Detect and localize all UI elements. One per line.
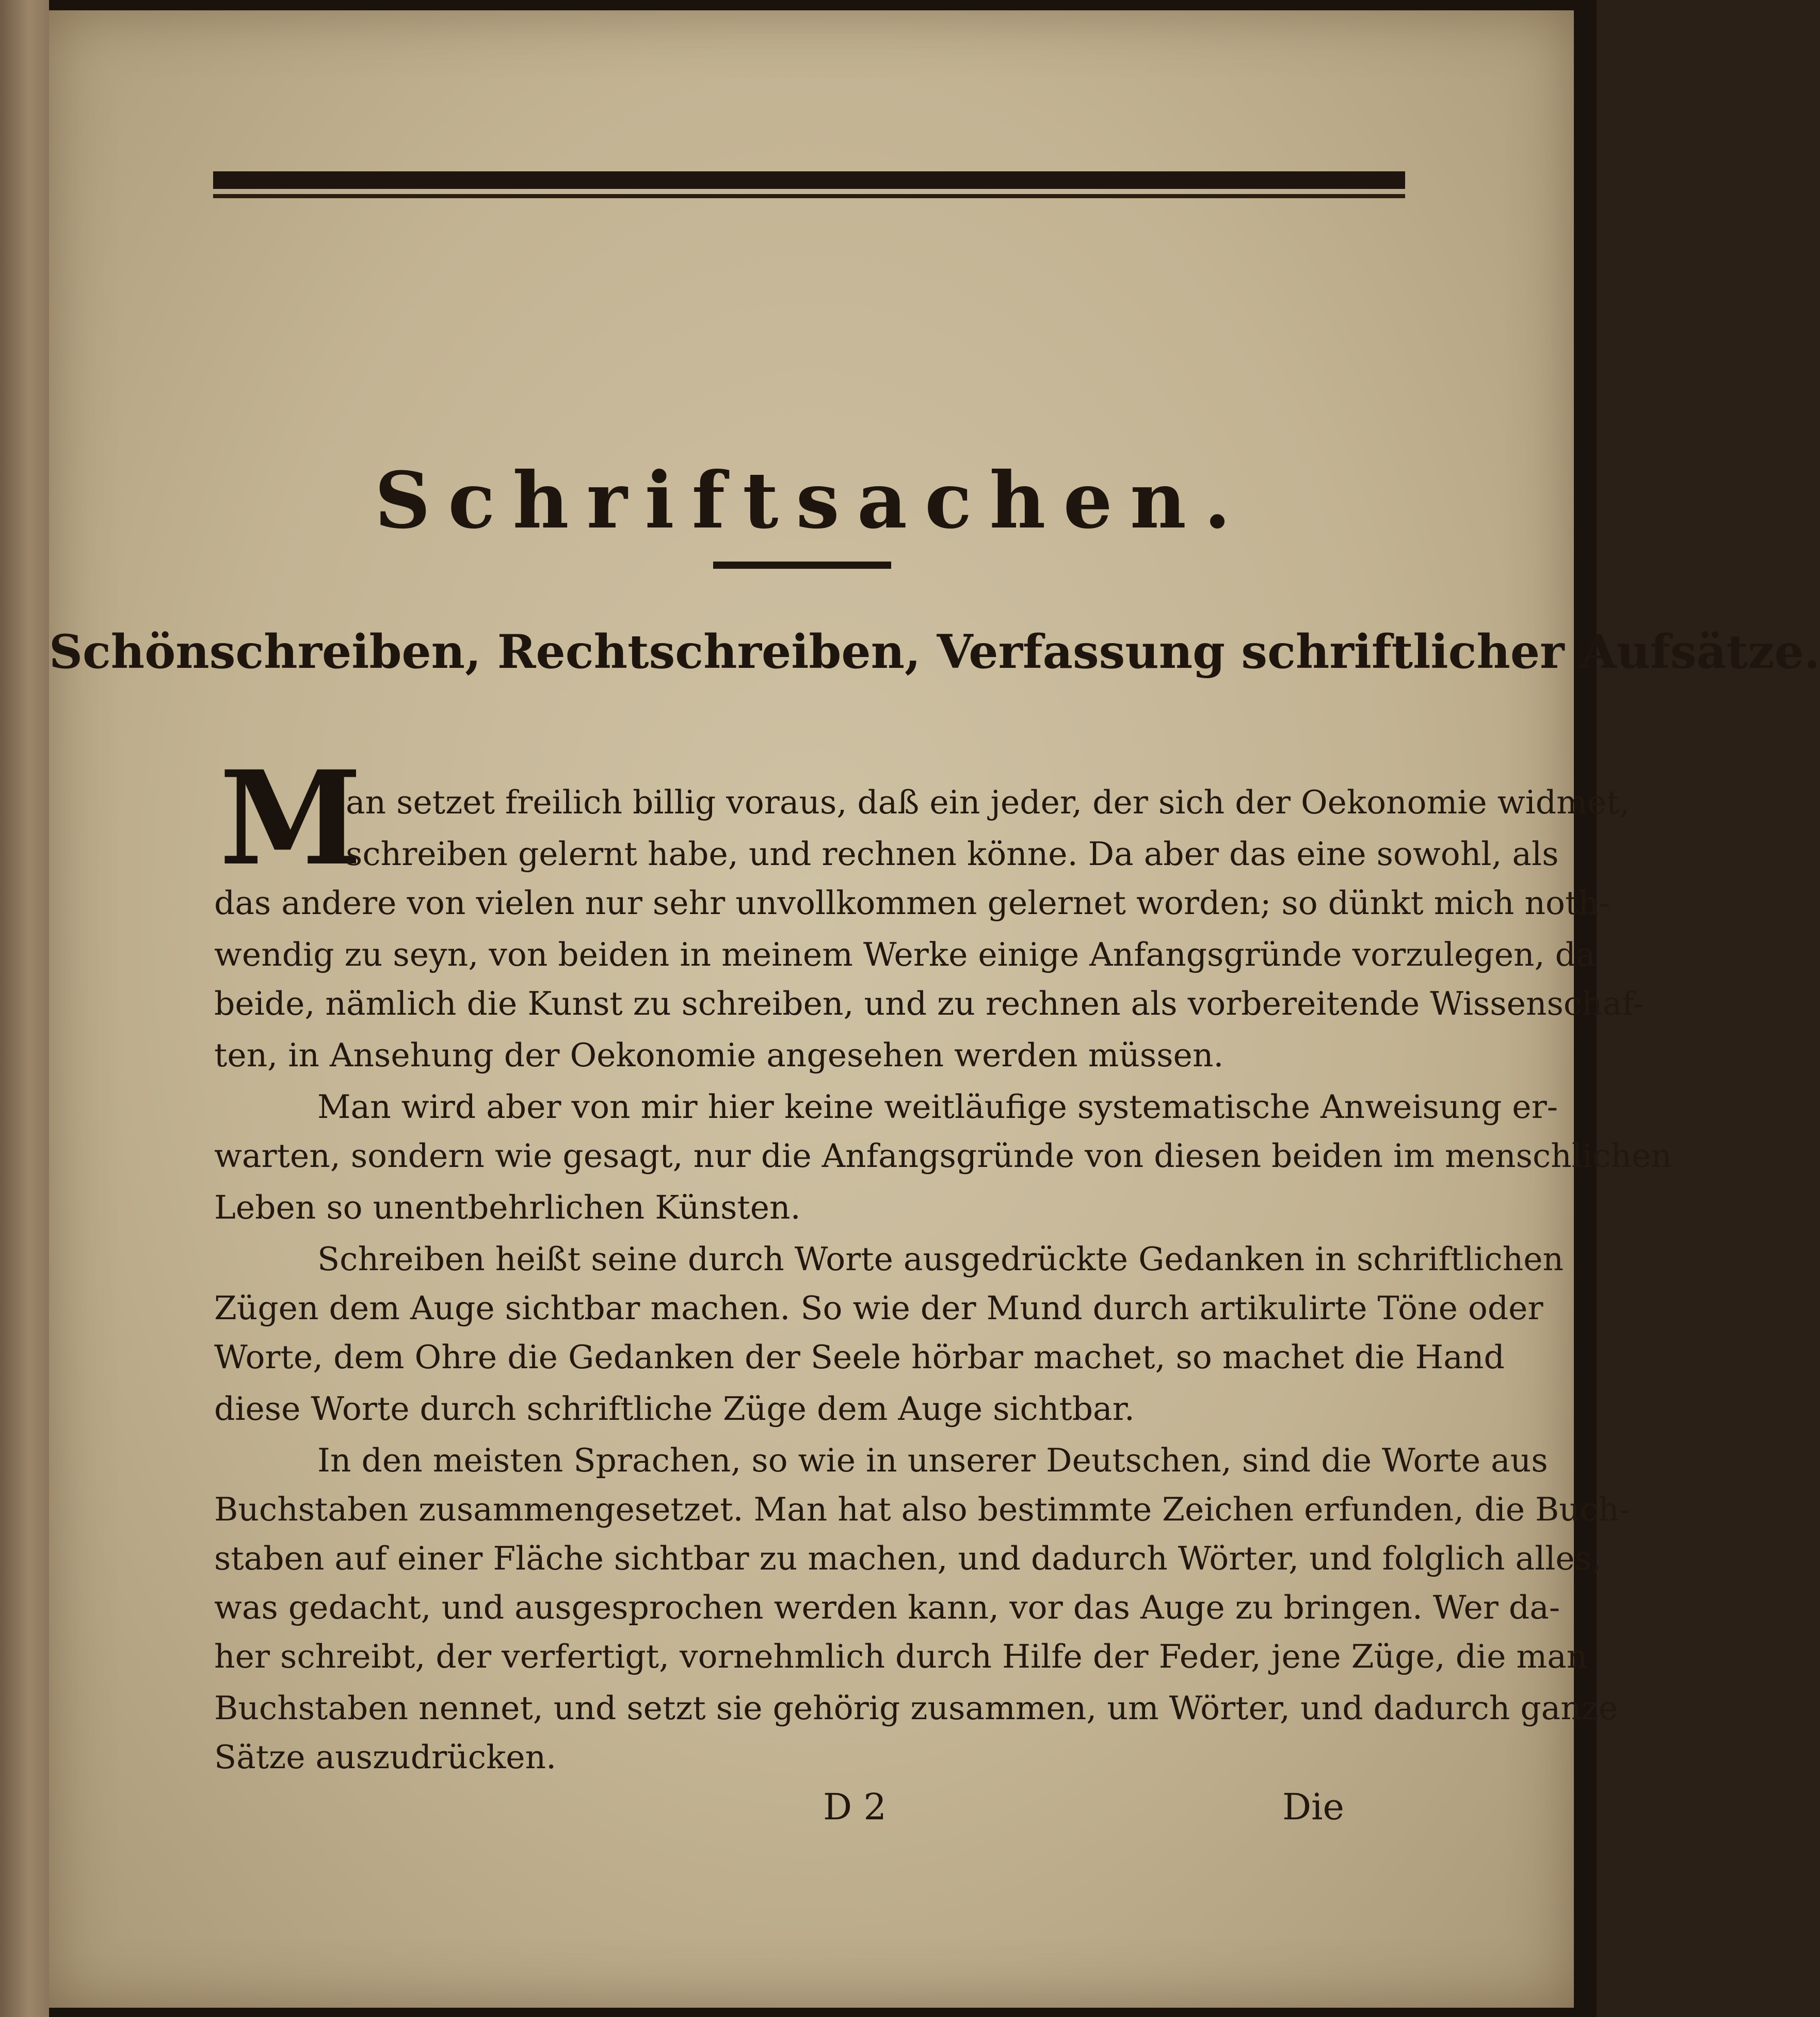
text-line: schreiben gelernt habe, und rechnen könne. Da aber das eine sowohl, als: [346, 835, 1559, 873]
text-line: ten, in Ansehung der Oekonomie angesehen werden müssen.: [214, 1036, 1224, 1074]
text-line: Leben so unentbehrlichen Künsten.: [214, 1189, 801, 1226]
title-underline: [713, 562, 891, 569]
signature-mark: D 2: [823, 1786, 887, 1828]
text-line: diese Worte durch schriftliche Züge dem Auge sichtbar.: [214, 1390, 1135, 1428]
text-line: wendig zu seyn, von beiden in meinem Werke einige Anfangsgründe vorzulegen, da: [214, 936, 1596, 973]
text-line: was gedacht, und ausgesprochen werden kann, vor das Auge zu bringen. Wer da-: [214, 1589, 1560, 1626]
section-subtitle: Schönschreiben, Rechtschreiben, Verfassung schriftlicher Aufsätze.: [49, 625, 1820, 679]
page-title: Schriftsachen.: [374, 455, 1249, 546]
text-line: Man wird aber von mir hier keine weitläufige systematische Anweisung er-: [317, 1088, 1558, 1126]
catchword: Die: [1282, 1786, 1344, 1828]
text-line: warten, sondern wie gesagt, nur die Anfangsgründe von diesen beiden im menschlichen: [214, 1137, 1672, 1175]
text-line: Buchstaben zusammengesetzet. Man hat also bestimmte Zeichen erfunden, die Buch-: [214, 1491, 1631, 1528]
text-line: Schreiben heißt seine durch Worte ausgedrückte Gedanken in schriftlichen: [317, 1240, 1564, 1278]
text-line: her schreibt, der verfertigt, vornehmlich durch Hilfe der Feder, jene Züge, die man: [214, 1638, 1588, 1675]
text-line: das andere von vielen nur sehr unvollkommen gelernet worden; so dünkt mich noth-: [214, 884, 1610, 922]
text-line: Worte, dem Ohre die Gedanken der Seele hörbar machet, so machet die Hand: [214, 1338, 1505, 1376]
text-line: an setzet freilich billig voraus, daß ein jeder, der sich der Oekonomie widmet,: [346, 783, 1630, 821]
text-line: In den meisten Sprachen, so wie in unserer Deutschen, sind die Worte aus: [317, 1442, 1548, 1479]
facing-page-edge: [0, 0, 49, 2017]
drop-cap: M: [219, 742, 362, 894]
book-page: [49, 10, 1820, 2008]
header-rule: [213, 171, 1405, 189]
text-line: Zügen dem Auge sichtbar machen. So wie der Mund durch artikulirte Töne oder: [214, 1289, 1543, 1327]
text-line: staben auf einer Fläche sichtbar zu machen, und dadurch Wörter, und folglich alles,: [214, 1540, 1602, 1577]
text-line: Sätze auszudrücken.: [214, 1738, 557, 1776]
header-rule-thin: [213, 194, 1405, 198]
text-line: beide, nämlich die Kunst zu schreiben, und zu rechnen als vorbereitende Wissenschaf-: [214, 985, 1644, 1022]
text-line: Buchstaben nennet, und setzt sie gehörig zusammen, um Wörter, und dadurch ganze: [214, 1689, 1618, 1727]
